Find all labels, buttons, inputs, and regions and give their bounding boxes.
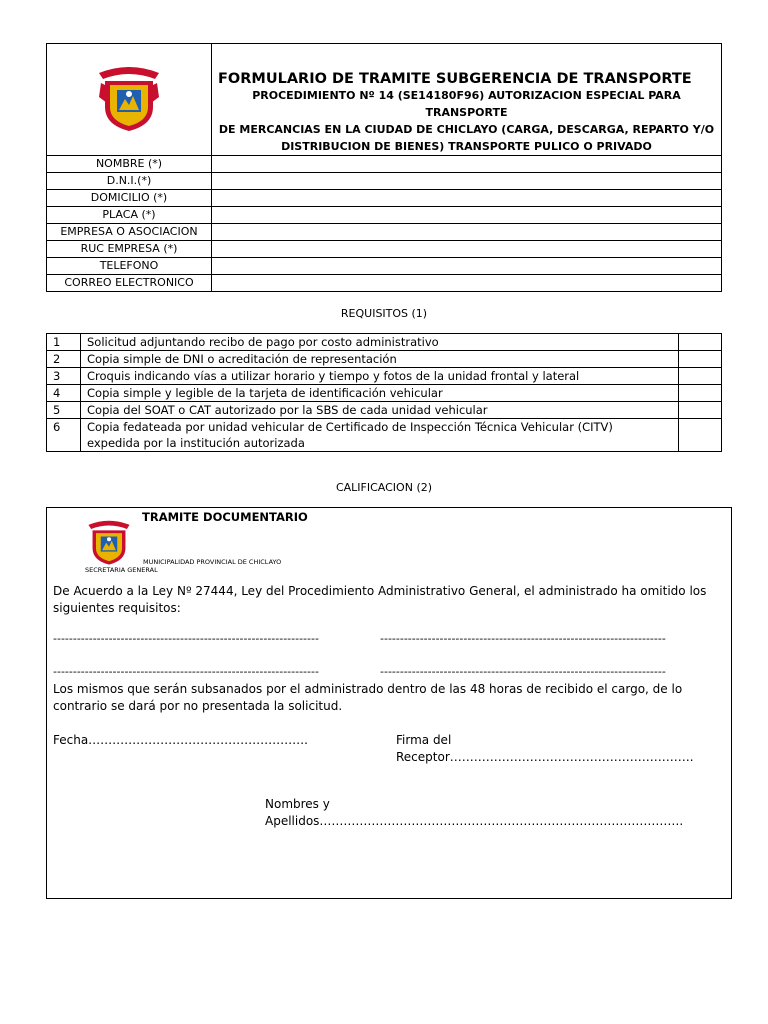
field-input-dni[interactable] — [212, 173, 722, 190]
field-label-placa: PLACA (*) — [47, 207, 212, 224]
req-num: 1 — [47, 334, 81, 351]
fecha-line: Fecha………………………………………………. — [53, 733, 308, 747]
req-text: Solicitud adjuntando recibo de pago por costo administrativo — [81, 334, 679, 351]
table-row — [47, 402, 722, 419]
nombres-apellidos-line: Nombres y Apellidos………………………………………………………………………………. — [265, 797, 684, 828]
firma-receptor-line: Firma del Receptor……………………………………………………. — [396, 733, 694, 764]
field-label-correo: CORREO ELECTRONICO — [47, 275, 212, 292]
tramite-title: TRAMITE DOCUMENTARIO — [142, 510, 308, 524]
field-label-dni: D.N.I.(*) — [47, 173, 212, 190]
municipal-crest-icon — [95, 63, 163, 133]
form-title: FORMULARIO DE TRAMITE SUBGERENCIA DE TRANSPORTE — [218, 71, 692, 87]
paragraph-subsanados: Los mismos que serán subsanados por el administrado dentro de las 48 horas de recibido el cargo, de lo contrario se dará por no presentada la solicitud. — [53, 682, 683, 713]
muni-label: MUNICIPALIDAD PROVINCIAL DE CHICLAYO — [143, 558, 282, 566]
req-text: Copia simple y legible de la tarjeta de identificación vehicular — [81, 385, 679, 402]
calificacion-box — [46, 507, 732, 899]
dash-line-left-2: ------------------------------------------------------------------- — [53, 665, 319, 678]
field-input-empresa[interactable] — [212, 224, 722, 241]
table-row — [47, 385, 722, 402]
req-num: 4 — [47, 385, 81, 402]
req-text: Croquis indicando vías a utilizar horario y tiempo y fotos de la unidad frontal y lateral — [81, 368, 679, 385]
req-text: Copia simple de DNI o acreditación de representación — [81, 351, 679, 368]
requisitos-title: REQUISITOS (1) — [340, 307, 428, 320]
table-row — [47, 419, 722, 452]
procedure-line-1: PROCEDIMIENTO Nº 14 (SE14180F96) AUTORIZACION ESPECIAL PARA TRANSPORTE — [252, 89, 681, 119]
field-input-telefono[interactable] — [212, 258, 722, 275]
field-input-nombre[interactable] — [212, 156, 722, 173]
paragraph-omitted: De Acuerdo a la Ley Nº 27444, Ley del Procedimiento Administrativo General, el administrado ha omitido los siguientes requisitos: — [53, 584, 707, 615]
req-num: 2 — [47, 351, 81, 368]
requisitos-table — [46, 333, 722, 452]
req-check[interactable] — [679, 419, 722, 452]
municipal-crest-icon — [85, 518, 133, 566]
calificacion-title: CALIFICACION (2) — [335, 481, 433, 494]
req-text-multiline — [81, 419, 679, 452]
field-label-telefono: TELEFONO — [47, 258, 212, 275]
req-num: 6 — [47, 419, 81, 452]
req-check[interactable] — [679, 402, 722, 419]
field-input-placa[interactable] — [212, 207, 722, 224]
procedure-line-3: DISTRIBUCION DE BIENES) TRANSPORTE PULICO O PRIVADO — [281, 140, 652, 153]
table-row — [47, 334, 722, 351]
dash-line-left-1: ------------------------------------------------------------------- — [53, 632, 319, 645]
table-row — [47, 368, 722, 385]
dash-line-right-1: ------------------------------------------------------------------------ — [380, 632, 666, 645]
field-label-ruc: RUC EMPRESA (*) — [47, 241, 212, 258]
procedure-line-2: DE MERCANCIAS EN LA CIUDAD DE CHICLAYO (CARGA, DESCARGA, REPARTO Y/O — [218, 123, 715, 136]
secretaria-label: SECRETARIA GENERAL — [85, 566, 158, 574]
req-text-cont: expedida por la institución autorizada — [87, 436, 305, 450]
req-text: Copia fedateada por unidad vehicular de Certificado de Inspección Técnica Vehicular (CITV) — [87, 420, 613, 434]
req-num: 3 — [47, 368, 81, 385]
header-table — [46, 43, 722, 292]
req-check[interactable] — [679, 368, 722, 385]
req-check[interactable] — [679, 351, 722, 368]
field-label-domicilio: DOMICILIO (*) — [47, 190, 212, 207]
title-cell — [212, 44, 722, 156]
field-input-correo[interactable] — [212, 275, 722, 292]
dash-line-right-2: ------------------------------------------------------------------------ — [380, 665, 666, 678]
field-input-domicilio[interactable] — [212, 190, 722, 207]
req-check[interactable] — [679, 385, 722, 402]
table-row — [47, 351, 722, 368]
field-label-empresa: EMPRESA O ASOCIACION — [47, 224, 212, 241]
req-num: 5 — [47, 402, 81, 419]
req-check[interactable] — [679, 334, 722, 351]
req-text: Copia del SOAT o CAT autorizado por la SBS de cada unidad vehicular — [81, 402, 679, 419]
logo-cell — [47, 44, 212, 156]
field-input-ruc[interactable] — [212, 241, 722, 258]
field-label-nombre: NOMBRE (*) — [47, 156, 212, 173]
